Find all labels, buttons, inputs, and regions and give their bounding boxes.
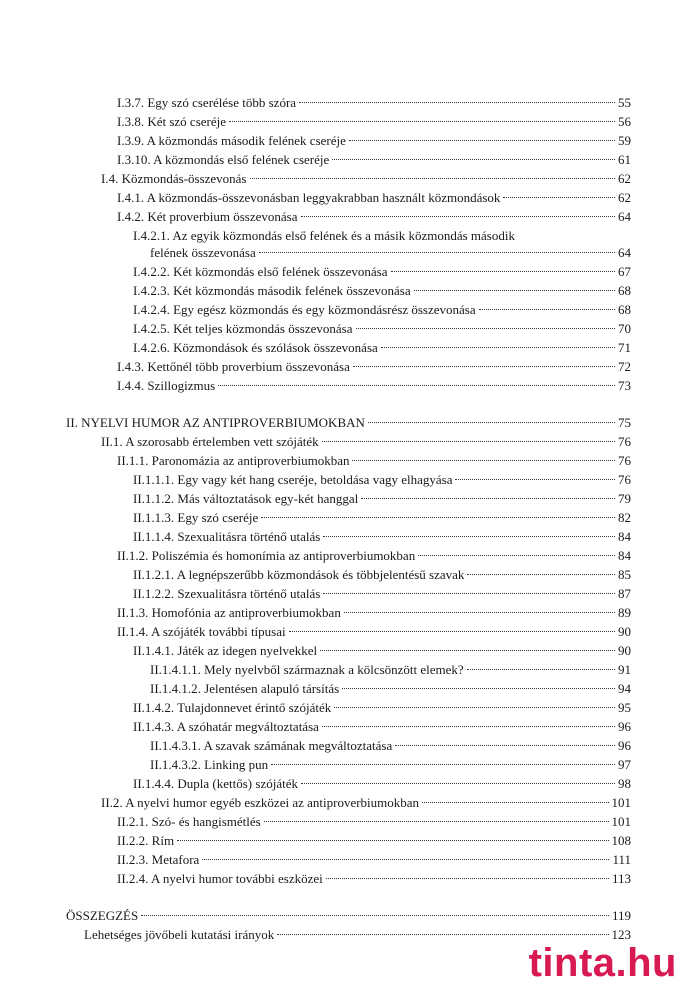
- dot-leader: [467, 657, 615, 670]
- dot-leader: [229, 109, 615, 122]
- toc-entry-title: II.2.2. Rím: [117, 833, 175, 848]
- toc-entry-title: II.1.4.1.1. Mely nyelvből származnak a kölcsönzött elemek?: [150, 662, 464, 677]
- toc-entry-title: I.4.2.3. Két közmondás második felének összevonása: [133, 283, 411, 298]
- dot-leader: [349, 128, 615, 141]
- toc-entry-page: 68: [618, 283, 631, 298]
- toc-entry-page: 98: [618, 776, 631, 791]
- dot-leader: [141, 903, 609, 916]
- toc-entry-page: 97: [618, 757, 631, 772]
- toc-entry-page: 101: [611, 795, 631, 810]
- toc-entry-title: Lehetséges jövőbeli kutatási irányok: [84, 927, 275, 942]
- toc-entry[interactable]: [117, 207, 631, 227]
- toc-entry-title: I.4.2.5. Két teljes közmondás összevonása: [133, 321, 353, 336]
- toc-entry-title: II.1.4.3.1. A szavak számának megváltoztatása: [150, 738, 393, 753]
- dot-leader: [326, 866, 609, 879]
- dot-leader: [422, 790, 608, 803]
- dot-leader: [503, 185, 615, 198]
- toc-entry-title: II.2. A nyelvi humor egyéb eszközei az antiproverbiumokban: [101, 795, 420, 810]
- toc-entry[interactable]: [117, 376, 631, 396]
- dot-leader: [271, 752, 615, 765]
- toc-entry-page: 73: [618, 378, 631, 393]
- toc-entry-page: 79: [618, 491, 631, 506]
- dot-leader: [322, 714, 615, 727]
- dot-leader: [352, 448, 615, 461]
- toc-entry-title: I.4.2.6. Közmondások és szólások összevonása: [133, 340, 378, 355]
- dot-leader: [414, 278, 615, 291]
- dot-leader: [361, 486, 615, 499]
- toc-entry-page: 90: [618, 624, 631, 639]
- dot-leader: [323, 581, 615, 594]
- toc-entry-title: II.1.2. Poliszémia és homonímia az antiproverbiumokban: [117, 548, 416, 563]
- dot-leader: [301, 771, 615, 784]
- toc-entry-title: II.1.1. Paronomázia az antiproverbiumokban: [117, 453, 350, 468]
- toc-entry-title: II.2.3. Metafora: [117, 852, 200, 867]
- toc-entry[interactable]: [117, 869, 631, 889]
- dot-leader: [250, 166, 616, 179]
- toc-entry-page: 96: [618, 738, 631, 753]
- toc-entry-page: 71: [618, 340, 631, 355]
- toc-entry-title: II.1.2.1. A legnépszerűbb közmondások és többjelentésű szavak: [133, 567, 465, 582]
- toc-entry-page: 84: [618, 548, 631, 563]
- toc-entry-page: 94: [618, 681, 631, 696]
- toc-entry-page: 76: [618, 453, 631, 468]
- toc-entry-page: 76: [618, 472, 631, 487]
- toc-entry-title: I.4.2.4. Egy egész közmondás és egy közmondásrész összevonása: [133, 302, 476, 317]
- dot-leader: [323, 524, 615, 537]
- toc-entry-page: 95: [618, 700, 631, 715]
- dot-leader: [322, 429, 615, 442]
- toc-entry-title: II.1.4.1.2. Jelentésen alapuló társítás: [150, 681, 340, 696]
- toc-entry-title: II.1.1.4. Szexualitásra történő utalás: [133, 529, 321, 544]
- toc-entry-page: 76: [618, 434, 631, 449]
- toc-entry-title: I.4. Közmondás-összevonás: [101, 171, 247, 186]
- toc-entry-title: II.1.4.4. Dupla (kettős) szójáték: [133, 776, 298, 791]
- toc-entry-title: II.1. A szorosabb értelemben vett szójáték: [101, 434, 319, 449]
- dot-leader: [332, 147, 615, 160]
- toc-entry-page: 62: [618, 171, 631, 186]
- toc-entry-title: ÖSSZEGZÉS: [66, 908, 139, 923]
- toc-entry-page: 55: [618, 95, 631, 110]
- toc-entry-page: 62: [618, 190, 631, 205]
- toc-entry-page: 75: [618, 415, 631, 430]
- dot-leader: [455, 467, 615, 480]
- dot-leader: [467, 562, 615, 575]
- dot-leader: [368, 410, 615, 423]
- dot-leader: [395, 733, 615, 746]
- toc-entry-page: 70: [618, 321, 631, 336]
- toc-entry-title: I.4.2.2. Két közmondás első felének összevonása: [133, 264, 388, 279]
- toc-entry-title: II.1.1.3. Egy szó cseréje: [133, 510, 259, 525]
- toc-entry-page: 89: [618, 605, 631, 620]
- toc-entry-page: 82: [618, 510, 631, 525]
- toc-entry-page: 111: [612, 852, 631, 867]
- dot-leader: [334, 695, 615, 708]
- toc-entry-page: 87: [618, 586, 631, 601]
- toc-entry-page: 56: [618, 114, 631, 129]
- toc-entry-title: I.3.8. Két szó cseréje: [117, 114, 227, 129]
- toc-entry-page: 113: [611, 871, 631, 886]
- toc-entry-page: 67: [618, 264, 631, 279]
- dot-leader: [299, 90, 615, 103]
- dot-leader: [261, 505, 615, 518]
- toc-entry-title: II.2.1. Szó- és hangismétlés: [117, 814, 261, 829]
- dot-leader: [218, 373, 615, 386]
- dot-leader: [479, 297, 615, 310]
- toc-entry-title: I.4.2.1. Az egyik közmondás első felének és a másik közmondás második: [133, 228, 515, 243]
- dot-leader: [277, 922, 608, 935]
- dot-leader: [356, 316, 615, 329]
- toc-entry-page: 85: [618, 567, 631, 582]
- toc-entry-title: II.1.4. A szójáték további típusai: [117, 624, 286, 639]
- toc-entry-title: II.1.1.1. Egy vagy két hang cseréje, betoldása vagy elhagyása: [133, 472, 453, 487]
- toc-entry-title: II.1.4.3.2. Linking pun: [150, 757, 269, 772]
- toc-entry-title: felének összevonása: [150, 245, 256, 260]
- dot-leader: [301, 204, 615, 217]
- dot-leader: [320, 638, 615, 651]
- dot-leader: [177, 828, 608, 841]
- dot-leader: [391, 259, 615, 272]
- toc-entry-page: 96: [618, 719, 631, 734]
- toc-entry-title: I.4.4. Szillogizmus: [117, 378, 216, 393]
- toc-entry-title: I.4.2. Két proverbium összevonása: [117, 209, 298, 224]
- toc-entry-page: 61: [618, 152, 631, 167]
- toc-entry-page: 101: [611, 814, 631, 829]
- watermark-logo: tinta.hu: [528, 941, 677, 985]
- toc-entry-title: I.4.1. A közmondás-összevonásban leggyakrabban használt közmondások: [117, 190, 501, 205]
- toc-entry-page: 90: [618, 643, 631, 658]
- dot-leader: [342, 676, 615, 689]
- toc-entry-page: 84: [618, 529, 631, 544]
- toc-entry-page: 59: [618, 133, 631, 148]
- toc-entry-title: II.1.1.2. Más változtatások egy-két hanggal: [133, 491, 359, 506]
- toc-entry-page: 108: [611, 833, 631, 848]
- dot-leader: [344, 600, 615, 613]
- dot-leader: [418, 543, 615, 556]
- toc-entry-title: I.3.10. A közmondás első felének cseréje: [117, 152, 330, 167]
- toc-entry-page: 64: [618, 245, 631, 260]
- dot-leader: [353, 354, 615, 367]
- toc-entry-page: 72: [618, 359, 631, 374]
- toc-entry-title: II.1.4.3. A szóhatár megváltoztatása: [133, 719, 319, 734]
- toc-entry-title: I.3.9. A közmondás második felének cseréje: [117, 133, 346, 148]
- toc-entry-page: 91: [618, 662, 631, 677]
- dot-leader: [202, 847, 609, 860]
- toc-entry-page: 123: [611, 927, 631, 942]
- toc-entry-page: 64: [618, 209, 631, 224]
- dot-leader: [264, 809, 609, 822]
- toc-entry-title: I.4.3. Kettőnél több proverbium összevonása: [117, 359, 350, 374]
- toc-entry-title: II.1.2.2. Szexualitásra történő utalás: [133, 586, 321, 601]
- dot-leader: [289, 619, 615, 632]
- toc-entry-title: II.1.4.2. Tulajdonnevet érintő szójáték: [133, 700, 332, 715]
- toc-entry-title: II.1.3. Homofónia az antiproverbiumokban: [117, 605, 341, 620]
- toc-entry-title: II. NYELVI HUMOR AZ ANTIPROVERBIUMOKBAN: [66, 415, 365, 430]
- toc-entry-title: II.2.4. A nyelvi humor további eszközei: [117, 871, 323, 886]
- dot-leader: [259, 240, 615, 253]
- dot-leader: [381, 335, 615, 348]
- toc-entry-title: I.3.7. Egy szó cserélése több szóra: [117, 95, 297, 110]
- toc-entry-page: 119: [611, 908, 631, 923]
- toc-entry-title: II.1.4.1. Játék az idegen nyelvekkel: [133, 643, 318, 658]
- toc-entry-page: 68: [618, 302, 631, 317]
